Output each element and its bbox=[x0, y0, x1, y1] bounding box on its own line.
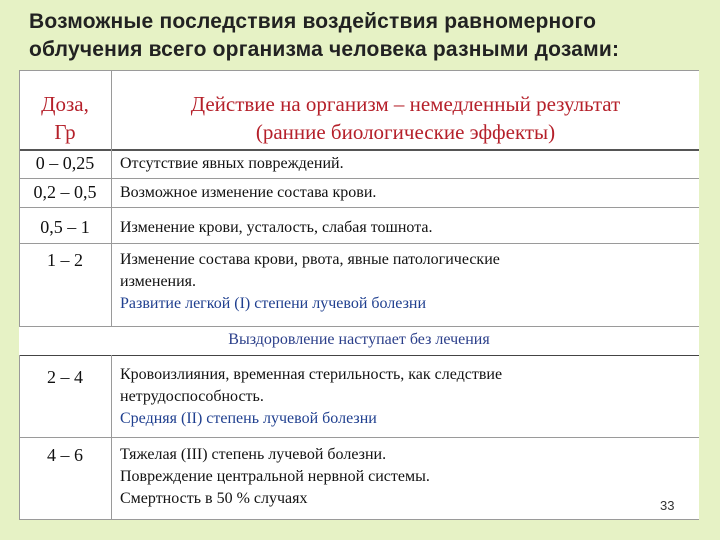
effect-note: Средняя (II) степень лучевой болезни bbox=[120, 410, 377, 427]
table-top-border bbox=[19, 70, 699, 71]
slide-title-line-1: Возможные последствия воздействия равномерного bbox=[29, 10, 597, 33]
header-dose-line-1: Доза, bbox=[41, 92, 89, 116]
slide-number: 33 bbox=[660, 498, 675, 513]
dose-cell: 0 – 0,25 bbox=[35, 153, 95, 173]
dose-cell: 2 – 4 bbox=[47, 367, 83, 387]
row-divider bbox=[19, 437, 699, 438]
effect-line: Смертность в 50 % случаях bbox=[120, 490, 308, 507]
effect-line: Повреждение центральной нервной системы. bbox=[120, 468, 430, 485]
table-bottom-border bbox=[19, 519, 699, 520]
row-divider bbox=[19, 207, 699, 208]
dose-cell: 0,2 – 0,5 bbox=[33, 182, 97, 202]
slide-title bbox=[29, 8, 709, 64]
title-bar bbox=[0, 0, 720, 65]
effect-line: Кровоизлияния, временная стерильность, как следствие bbox=[120, 366, 503, 383]
effect-cell bbox=[120, 444, 688, 510]
row-divider bbox=[19, 243, 699, 244]
effect-cell: Изменение крови, усталость, слабая тошнота. bbox=[120, 219, 433, 236]
header-effect bbox=[112, 90, 699, 146]
table-panel bbox=[19, 70, 699, 520]
row-divider bbox=[19, 355, 699, 356]
slide-title-line-2: облучения всего организма человека разными дозами: bbox=[29, 38, 620, 61]
recovery-note: Выздоровление наступает без лечения bbox=[228, 331, 490, 348]
effect-line: Тяжелая (III) степень лучевой болезни. bbox=[120, 446, 387, 463]
column-divider bbox=[111, 355, 112, 520]
dose-cell: 1 – 2 bbox=[47, 250, 83, 270]
header-effect-line-2: (ранние биологические эффекты) bbox=[255, 120, 556, 144]
header-dose bbox=[19, 90, 111, 146]
header-effect-line-1: Действие на организм – немедленный результат bbox=[190, 92, 621, 116]
effect-line: нетрудоспособность. bbox=[120, 388, 264, 405]
effect-cell bbox=[120, 364, 688, 430]
header-dose-line-2: Гр bbox=[54, 120, 76, 144]
effect-cell bbox=[120, 249, 688, 315]
dose-cell: 4 – 6 bbox=[47, 445, 83, 465]
effect-line: изменения. bbox=[120, 273, 197, 290]
header-divider bbox=[19, 149, 699, 151]
row-divider bbox=[19, 178, 699, 179]
effect-line: Изменение состава крови, рвота, явные патологические bbox=[120, 251, 500, 268]
effect-note: Развитие легкой (I) степени лучевой болезни bbox=[120, 295, 427, 312]
effect-cell: Отсутствие явных повреждений. bbox=[120, 155, 344, 172]
dose-cell: 0,5 – 1 bbox=[40, 217, 90, 237]
effect-cell: Возможное изменение состава крови. bbox=[120, 184, 377, 201]
